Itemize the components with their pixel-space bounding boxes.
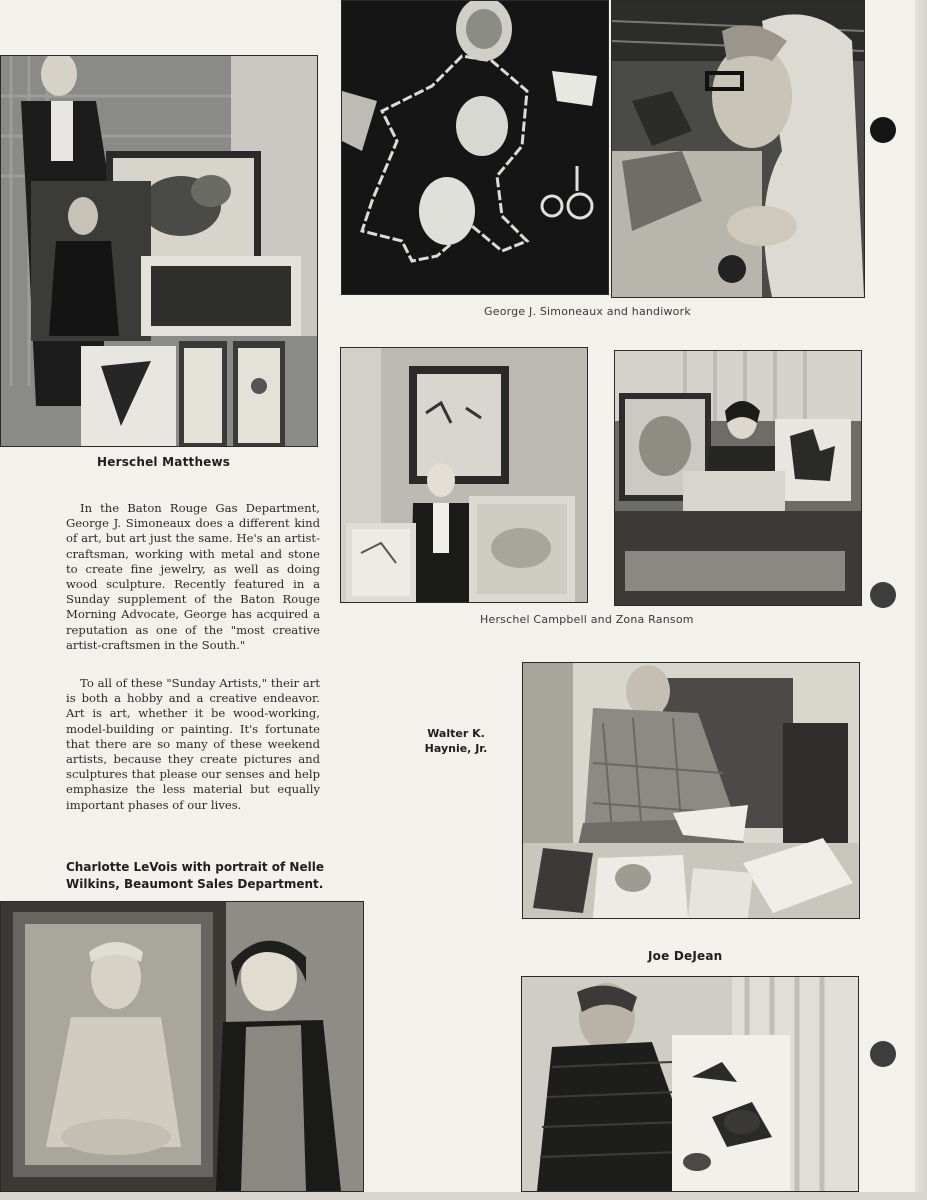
binder-hole bbox=[870, 582, 896, 608]
caption-walter-haynie: Walter K. Haynie, Jr. bbox=[424, 727, 488, 755]
binder-hole bbox=[870, 117, 896, 143]
caption-charlotte-levois: Charlotte LeVois with portrait of Nelle Wilkins, Beaumont Sales Department. bbox=[66, 860, 324, 891]
caption-joe-dejean: Joe DeJean bbox=[648, 949, 723, 963]
page-edge-bottom bbox=[0, 1192, 927, 1200]
photo-charlotte-levois bbox=[0, 901, 364, 1192]
article-paragraph-2: To all of these "Sunday Artists," their art is both a hobby and a creative endeavor. Art is art, whether it be wood-working, model-building or painting. It's fortunate that there are so many of these weekend artists, because they create pictures and sculptures that please our senses and help emphasize the less material but equally important phases of our lives. bbox=[66, 676, 320, 812]
photo-herschel-campbell bbox=[340, 347, 588, 603]
photo-joe-dejean bbox=[521, 976, 859, 1192]
caption-herschel-matthews: Herschel Matthews bbox=[97, 455, 231, 469]
photo-simoneaux-working bbox=[611, 0, 865, 298]
photo-zona-ransom bbox=[614, 350, 862, 606]
caption-campbell-ransom: Herschel Campbell and Zona Ransom bbox=[480, 613, 694, 626]
caption-simoneaux: George J. Simoneaux and handiwork bbox=[484, 305, 691, 318]
photo-simoneaux-jewelry bbox=[341, 0, 609, 295]
photo-herschel-matthews bbox=[0, 55, 318, 447]
article-paragraph-1: In the Baton Rouge Gas Department, George J. Simoneaux does a different kind of art, but art just the same. He's an artist-craftsman, working with metal and stone to create fine jewelry, as well as doing wood sculpture. Recently featured in a Sunday supplement of the Baton Rouge Morning Advocate, George has acquired a reputation as one of the "most creative artist-craftsmen in the South." bbox=[66, 501, 320, 652]
binder-hole bbox=[870, 1041, 896, 1067]
photo-walter-haynie bbox=[522, 662, 860, 919]
page-edge bbox=[915, 0, 927, 1200]
